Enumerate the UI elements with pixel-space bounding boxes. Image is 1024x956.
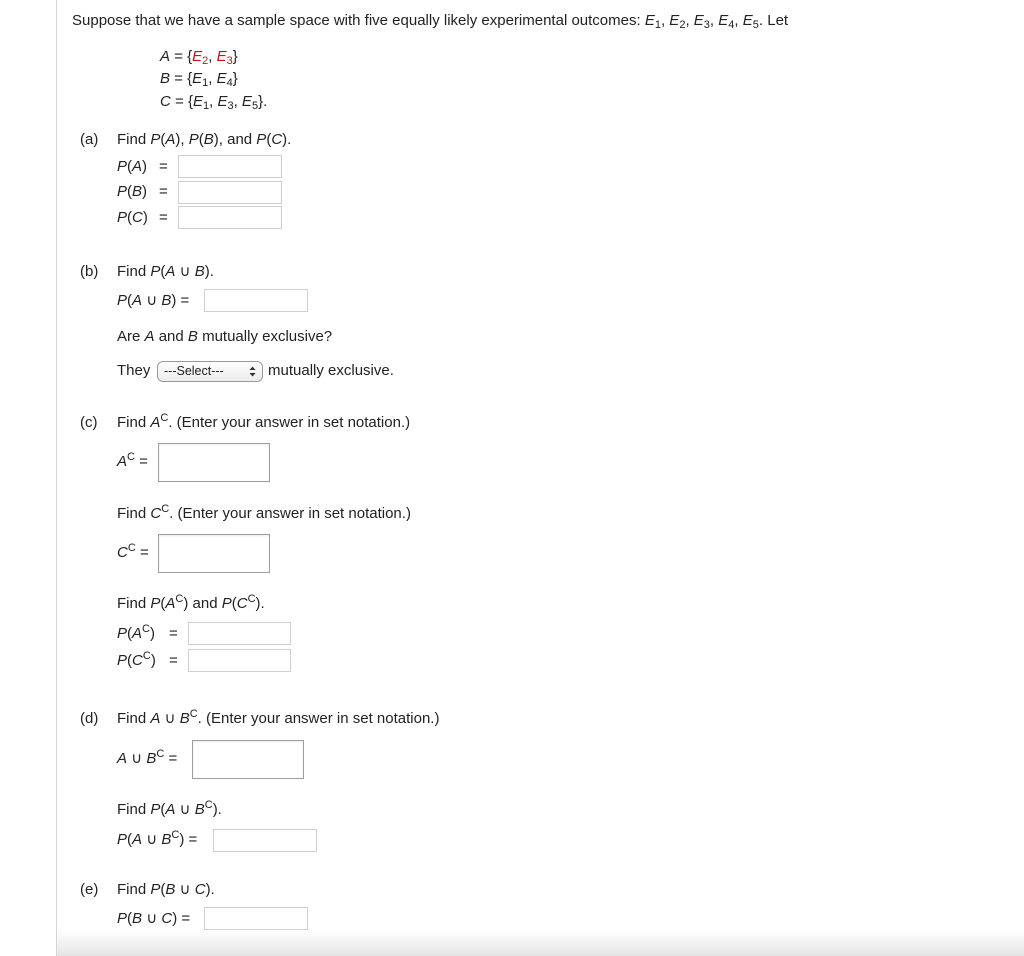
they-label: They — [117, 362, 151, 379]
mutual-exclusive-question: Are A and B mutually exclusive? — [117, 328, 333, 345]
part-b-prompt: Find P(A ∪ B). — [117, 263, 214, 280]
equals-sign: = — [169, 625, 178, 642]
pbuc-input[interactable] — [204, 907, 308, 930]
pb-input[interactable] — [178, 181, 282, 204]
select-value: ---Select--- — [164, 364, 224, 378]
part-e-marker: (e) — [80, 881, 99, 898]
intro-line — [72, 12, 788, 30]
part-b-marker: (b) — [80, 263, 99, 280]
part-d-marker: (d) — [80, 710, 99, 727]
part-a-marker: (a) — [80, 131, 99, 148]
part-a-prompt: Find P(A), P(B), and P(C). — [117, 131, 292, 148]
part-c-prompt-ac: Find $A^C$. (Enter your answer in set notation.) — [117, 412, 411, 431]
part-d-prompt: Find A ∪ $B^C$. (Enter your answer in set notation.) — [117, 708, 440, 727]
part-e-prompt: Find P(B ∪ C). — [117, 881, 215, 898]
label-pbuc: P(B ∪ C) = — [117, 910, 191, 927]
mutually-exclusive-select[interactable] — [157, 361, 263, 382]
set-b-definition: $B = \{E_1$, $E_4$} — [160, 70, 238, 89]
pa-input[interactable] — [178, 155, 282, 178]
equals-sign: = — [159, 209, 168, 226]
equals-sign: = — [159, 158, 168, 175]
label-pc: P(C) — [117, 209, 148, 226]
label-pb: P(B) — [117, 183, 148, 200]
cc-input[interactable] — [158, 534, 270, 573]
label-pcc: $P(C^C)$ — [117, 650, 156, 669]
set-c-definition: $C = \{E_1$, $E_3$, $E_5$}. — [160, 93, 268, 112]
outcome-list: $E_1$, $E_2$, $E_3$, $E_4$, $E_5$. — [644, 12, 764, 31]
label-pac: $P(A^C)$ — [117, 623, 155, 642]
label-cc: $C^C$ = — [117, 542, 149, 561]
pac-input[interactable] — [188, 622, 291, 645]
select-arrows-icon — [249, 365, 256, 378]
part-c-prompt-prob: Find $P(A^C)$ and $P(C^C)$. — [117, 593, 265, 612]
label-pa: P(A) — [117, 158, 148, 175]
equals-sign: = — [169, 652, 178, 669]
bottom-shadow — [57, 930, 1024, 956]
label-ac: $A^C$ = — [117, 451, 148, 470]
ac-input[interactable] — [158, 443, 270, 482]
label-paub: P(A ∪ B) = — [117, 292, 190, 309]
paub-input[interactable] — [204, 289, 308, 312]
pcc-input[interactable] — [188, 649, 291, 672]
label-paubc: P(A ∪ $B^C$) = — [117, 829, 198, 848]
paubc-input[interactable] — [213, 829, 317, 852]
equals-sign: = — [159, 183, 168, 200]
set-a-definition: $A = \{E_2$, $E_3$} — [160, 48, 238, 67]
mutual-exclusive-suffix: mutually exclusive. — [268, 362, 394, 379]
label-aubc: A ∪ $B^C$ = — [117, 748, 178, 767]
intro-text: Suppose that we have a sample space with five equally likely experimental outcomes: — [72, 12, 641, 29]
part-c-prompt-cc: Find $C^C$. (Enter your answer in set notation.) — [117, 503, 411, 522]
part-d-prompt-prob: Find P(A ∪ $B^C$). — [117, 799, 222, 818]
aubc-input[interactable] — [192, 740, 304, 779]
let-word: Let — [767, 12, 789, 29]
part-c-marker: (c) — [80, 414, 98, 431]
pc-input[interactable] — [178, 206, 282, 229]
